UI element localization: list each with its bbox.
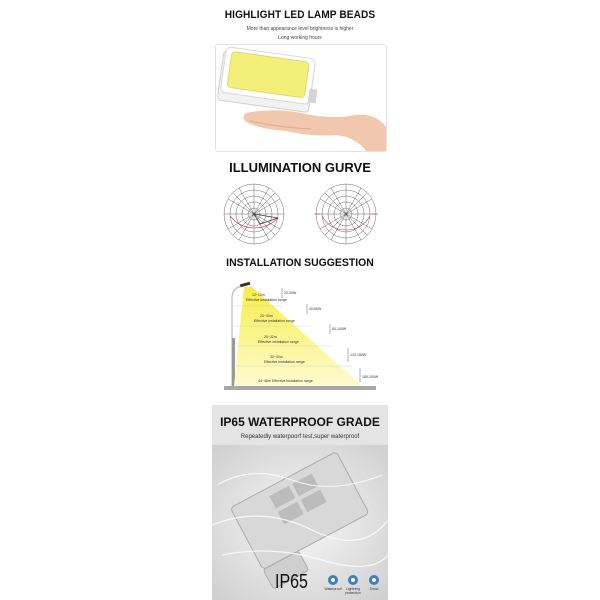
zone-2-distance: 20~30m xyxy=(260,314,273,318)
beads-subtitle-1: More than appearance level brightness is higher xyxy=(246,26,354,32)
zone-3-distance: 25~32m xyxy=(264,335,277,339)
polar-curve-chart-2 xyxy=(312,180,380,248)
zone-1-power: 20-30W xyxy=(284,291,297,295)
feature-snow: Snow xyxy=(359,575,388,591)
ip65-badge: IP65 xyxy=(275,571,308,593)
zone-2-power: 40-60W xyxy=(309,307,322,311)
water-drop-icon xyxy=(328,575,338,585)
lightning-icon xyxy=(348,575,358,585)
zone-3-power: 80-100W xyxy=(332,327,347,331)
zone-5-power: 180-200W xyxy=(362,375,379,379)
curve-title: ILLUMINATION GURVE xyxy=(229,160,371,175)
installation-title: INSTALLATION SUGGESTION xyxy=(226,257,374,269)
zone-1-distance: 12~15m xyxy=(252,293,265,297)
installation-diagram xyxy=(212,278,388,396)
svg-text:Effective installation range: Effective installation range xyxy=(272,379,313,383)
polar-curve-chart-1 xyxy=(220,180,288,248)
zone-2-label: Effective installation range xyxy=(254,319,295,323)
zone-1-label: Effective installation range xyxy=(246,298,287,302)
zone-4-label: Effective installation range xyxy=(264,360,305,364)
waterproof-subtitle: Repeatedly waterpoorf test,super waterproof xyxy=(240,434,360,440)
beads-title: HIGHLIGHT LED LAMP BEADS xyxy=(224,9,376,21)
led-bead-on-hand-image xyxy=(215,44,387,152)
product-detail-column xyxy=(212,0,388,600)
waterproof-panel xyxy=(212,405,388,600)
zone-4-distance: 30~40m xyxy=(270,355,283,359)
snowflake-icon xyxy=(369,575,379,585)
feature-waterproof: Waterproof xyxy=(318,575,348,591)
zone-3-label: Effective installation range xyxy=(258,340,299,344)
beads-subtitle-2: Long working hours xyxy=(278,35,322,41)
waterproof-title: IP65 WATERPROOF GRADE xyxy=(220,415,380,429)
zone-4-power: 120-150W xyxy=(350,353,367,357)
zone-5-label: 44~46m xyxy=(258,379,271,383)
feature-lightning-protection: Lightning protection xyxy=(338,575,368,595)
